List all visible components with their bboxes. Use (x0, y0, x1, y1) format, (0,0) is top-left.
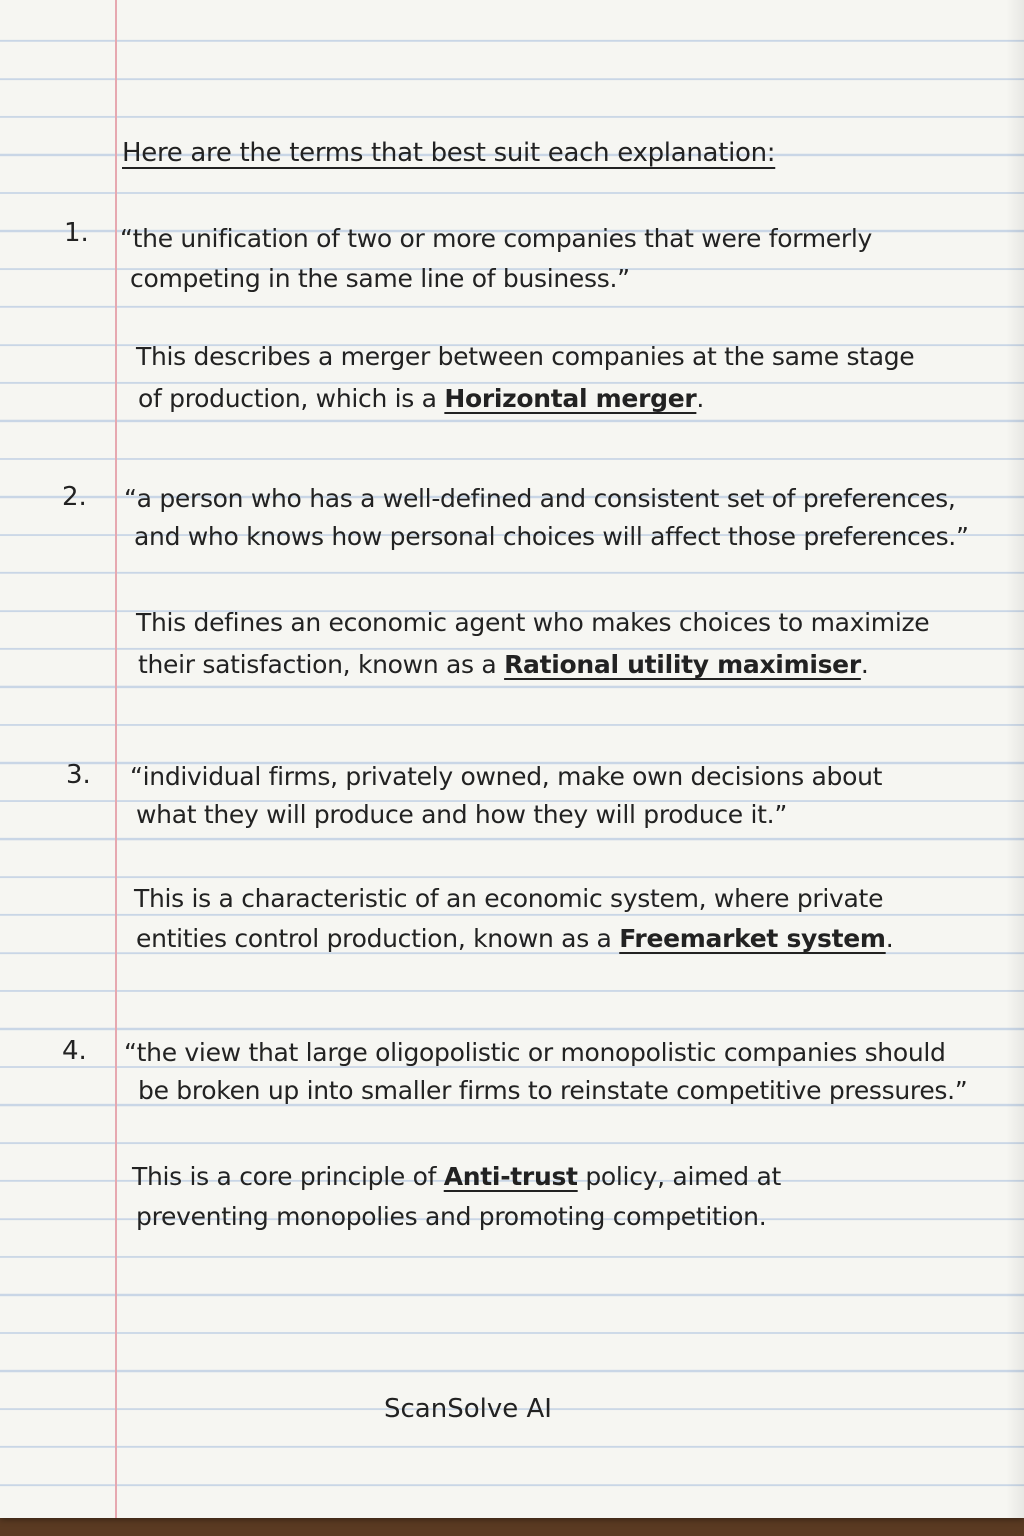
explanation-line: This defines an economic agent who makes choices to maximize (136, 608, 930, 637)
margin-line (115, 0, 117, 1518)
quote-line: “a person who has a well-defined and consistent set of preferences, (124, 484, 956, 513)
item-number: 3. (66, 760, 91, 790)
explanation-line (138, 646, 869, 684)
item-number: 4. (62, 1036, 87, 1066)
page-edge-shade (1006, 0, 1024, 1518)
explanation-text: entities control production, known as a (136, 924, 620, 953)
page-heading: Here are the terms that best suit each explanation: (122, 138, 776, 168)
explanation-line: This is a characteristic of an economic system, where private (134, 884, 884, 913)
answer-term: Horizontal merger (444, 384, 697, 413)
answer-term: Freemarket system (619, 924, 886, 953)
item-number: 2. (62, 482, 87, 512)
explanation-text: . (885, 924, 894, 953)
brand-label: ScanSolve AI (384, 1394, 552, 1424)
quote-line: competing in the same line of business.” (130, 264, 630, 293)
explanation-line: preventing monopolies and promoting competition. (136, 1202, 767, 1231)
explanation-text: . (696, 384, 705, 413)
quote-line: and who knows how personal choices will affect those preferences.” (134, 522, 969, 551)
explanation-text: their satisfaction, known as a (138, 650, 505, 679)
explanation-line (132, 1158, 781, 1196)
explanation-text: This is a core principle of (132, 1162, 444, 1191)
explanation-line (136, 920, 893, 958)
quote-line: what they will produce and how they will produce it.” (136, 800, 787, 829)
explanation-text: policy, aimed at (577, 1162, 781, 1191)
quote-line: “the view that large oligopolistic or monopolistic companies should (124, 1038, 946, 1067)
quote-line: be broken up into smaller firms to reinstate competitive pressures.” (138, 1076, 968, 1105)
explanation-text: . (860, 650, 869, 679)
explanation-text: of production, which is a (138, 384, 445, 413)
item-number: 1. (64, 218, 89, 248)
answer-term: Anti-trust (443, 1162, 578, 1191)
explanation-line (138, 380, 704, 418)
quote-line: “individual firms, privately owned, make own decisions about (130, 762, 883, 791)
quote-line: “the unification of two or more companies that were formerly (120, 224, 872, 253)
answer-term: Rational utility maximiser (504, 650, 861, 679)
explanation-line: This describes a merger between companies at the same stage (136, 342, 915, 371)
